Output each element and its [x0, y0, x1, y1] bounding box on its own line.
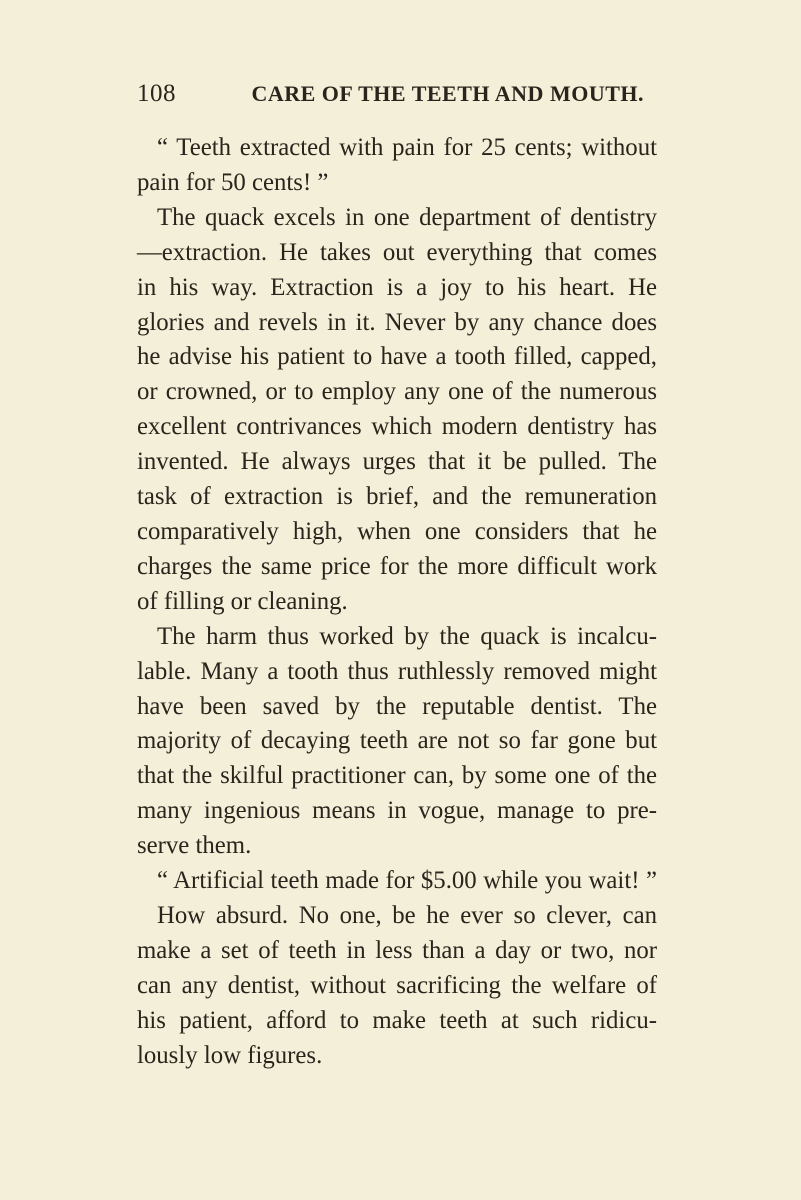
text-line-3: The quack excels in one department of dentistry — [157, 203, 657, 231]
text-line-25: can any dentist, without sacrificing the welfare of — [137, 971, 657, 999]
text-line-5: in his way. Extraction is a joy to his heart. He — [137, 273, 657, 301]
text-line-9: excellent contrivances which modern dentistry has — [137, 413, 657, 441]
text-line-27: lously low figures. — [137, 1041, 323, 1069]
text-line-2: pain for 50 cents! ” — [137, 168, 329, 196]
running-head — [137, 80, 652, 112]
text-line-8: or crowned, or to employ any one of the numerous — [137, 378, 657, 406]
text-line-26: his patient, afford to make teeth at such ridicu- — [137, 1006, 657, 1034]
text-line-20: many ingenious means in vogue, manage to pre- — [137, 797, 657, 825]
text-line-24: make a set of teeth in less than a day or two, nor — [137, 936, 657, 964]
text-line-11: task of extraction is brief, and the remuneration — [137, 483, 657, 511]
text-line-17: have been saved by the reputable dentist. The — [137, 692, 657, 720]
text-line-19: that the skilful practitioner can, by some one of the — [137, 762, 657, 790]
text-line-15: The harm thus worked by the quack is incalcu- — [157, 622, 657, 650]
text-line-21: serve them. — [137, 832, 252, 860]
text-line-18: majority of decaying teeth are not so far gone but — [137, 727, 657, 755]
body-text — [137, 131, 657, 1073]
text-line-1: “ Teeth extracted with pain for 25 cents; without — [157, 134, 657, 161]
text-line-14: of filling or cleaning. — [137, 587, 348, 615]
text-line-10: invented. He always urges that it be pulled. The — [137, 448, 657, 476]
text-line-7: he advise his patient to have a tooth filled, capped, — [137, 343, 657, 371]
text-line-12: comparatively high, when one considers that he — [137, 517, 657, 545]
text-line-4: —extraction. He takes out everything that comes — [137, 238, 657, 266]
text-line-13: charges the same price for the more difficult work — [137, 552, 657, 580]
text-line-16: lable. Many a tooth thus ruthlessly removed might — [137, 657, 657, 685]
text-line-23: How absurd. No one, be he ever so clever, can — [157, 901, 657, 929]
text-line-22: “ Artificial teeth made for $5.00 while you wait! ” — [157, 867, 657, 895]
running-title: CARE OF THE TEETH AND MOUTH. — [251, 81, 644, 106]
page-number: 108 — [137, 80, 176, 107]
text-line-6: glories and revels in it. Never by any chance does — [137, 308, 657, 336]
